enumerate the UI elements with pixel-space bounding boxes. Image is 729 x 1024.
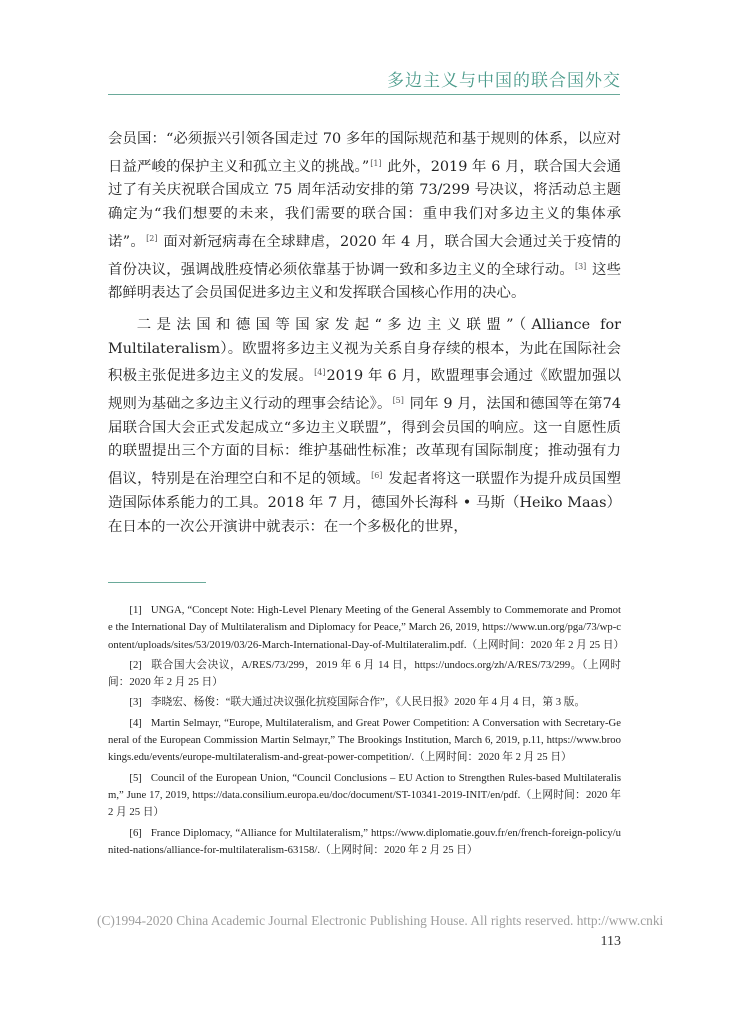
text-run: 这些都鲜明表达了会员国促进多边主义和发挥联合国核心作用的决心。 [108,261,621,302]
copyright-watermark: (C)1994-2020 China Academic Journal Electronic Publishing House. All rights reserved. http://www.cnki [97,913,664,928]
footnote-item [108,657,621,692]
paragraph-1 [108,128,621,306]
footnote-item [108,694,621,711]
footnote-marker[interactable]: [5] [392,396,404,406]
footnote-text: Martin Selmayr, “Europe, Multilateralism, and Great Power Competition: A Conversation with Secretary-General of the European Commission Martin Selmayr,” The Brookings Institution, March 6, 2019, p.11, https://www.brookings.edu/events/europe-multilateralism-and-great-power-competition/.（上网时间：2020 年 2 月 25 日） [108,716,621,764]
footnote-text: UNGA, “Concept Note: High-Level Plenary Meeting of the General Assembly to Commemorate and Promote the International Day of Multilateralism and Diplomacy for Peace,” March 26, 2019, https://www.un.org/pga/73/wp-content/uploads/sites/53/2019/03/26-March-International-Day-of-Multilateralim.pdf.（上网时间：2020 年 2 月 25 日） [108,604,625,651]
text-run: 会员国：“必须振兴引领各国走过 70 多年的国际规范和基于规则的体系，以应对日益严峻的保护主义和孤立主义的挑战。” [108,131,621,175]
footnote-number: [2] [129,658,142,671]
footnote-number: [1] [129,604,142,616]
footnote-item [108,770,621,822]
text-run: 同年 9 月，法国和德国等在第74届联合国大会正式发起成立“多边主义联盟”，得到会员国的响应。这一自愿性质的联盟提出三个方面的目标：维护基础性标准；改革现有国际制度；推动强有力倡议，特别是在治理空白和不足的领域。 [108,396,621,488]
footnote-text: Council of the European Union, “Council Conclusions – EU Action to Strengthen Rules-based Multilateralism,” June 17, 2019, https://data.consilium.europa.eu/doc/document/ST-10341-2019-INIT/en/pdf.（上网时间：2020 年 2 月 25 日） [108,771,621,819]
paragraph-2 [108,314,621,539]
footnote-number: [4] [129,716,142,729]
footnote-marker[interactable]: [2] [146,233,158,243]
text-run: 二是法国和德国等国家发起“多边主义联盟”（Alliance for Multilateralism）。欧盟将多边主义视为关系自身存续的根本，为此在国际社会积极主张促进多边主义的发展。 [108,316,621,385]
footnote-marker[interactable]: [4] [314,368,326,378]
footnote-number: [6] [129,826,142,839]
page-number: 113 [600,934,621,949]
footnote-divider [108,582,206,583]
footnote-number: [5] [129,771,142,784]
text-run: 此外，2019 年 6 月，联合国大会通过了有关庆祝联合国成立 75 周年活动安排的第 73/299 号决议，将活动总主题确定为“我们想要的未来，我们需要的联合国：重申我们对多边主义的集体承诺”。 [108,158,621,250]
footnote-marker[interactable]: [1] [370,158,382,168]
footnote-item [108,602,625,654]
footnote-item [108,715,621,767]
header-divider [108,94,620,95]
text-run: 2019 年 6 月，欧盟理事会通过《欧盟加强以规则为基础之多边主义行动的理事会结论》。 [108,368,621,413]
running-header: 多边主义与中国的联合国外交 [387,71,621,91]
footnote-marker[interactable]: [3] [574,261,587,271]
footnote-item [108,825,621,860]
footnote-number: [3] [129,696,142,709]
footnote-text: 李晓宏、杨俊：“联大通过决议强化抗疫国际合作”，《人民日报》2020 年 4 月 4 日，第 3 版。 [150,696,586,709]
footnote-text: 联合国大会决议，A/RES/73/299，2019 年 6 月 14 日，https://undocs.org/zh/A/RES/73/299。（上网时间：2020 年 2 月 25 日） [108,658,621,689]
text-run: 面对新冠病毒在全球肆虐，2020 年 4 月，联合国大会通过关于疫情的首份决议，强调战胜疫情必须依靠基于协调一致和多边主义的全球行动。 [108,233,621,278]
footnotes [108,602,625,862]
main-text [108,128,621,539]
footnote-text: France Diplomacy, “Alliance for Multilateralism,” https://www.diplomatie.gouv.fr/en/french-foreign-policy/united-nations/alliance-for-multilateralism-63158/.（上网时间：2020 年 2 月 25 日） [108,826,621,856]
footnote-marker[interactable]: [6] [371,471,383,481]
text-run: 发起者将这一联盟作为提升成员国塑造国际体系能力的工具。2018 年 7 月，德国外长海科 • 马斯（Heiko Maas）在日本的一次公开演讲中就表示：在一个多极化的世界， [108,471,621,535]
